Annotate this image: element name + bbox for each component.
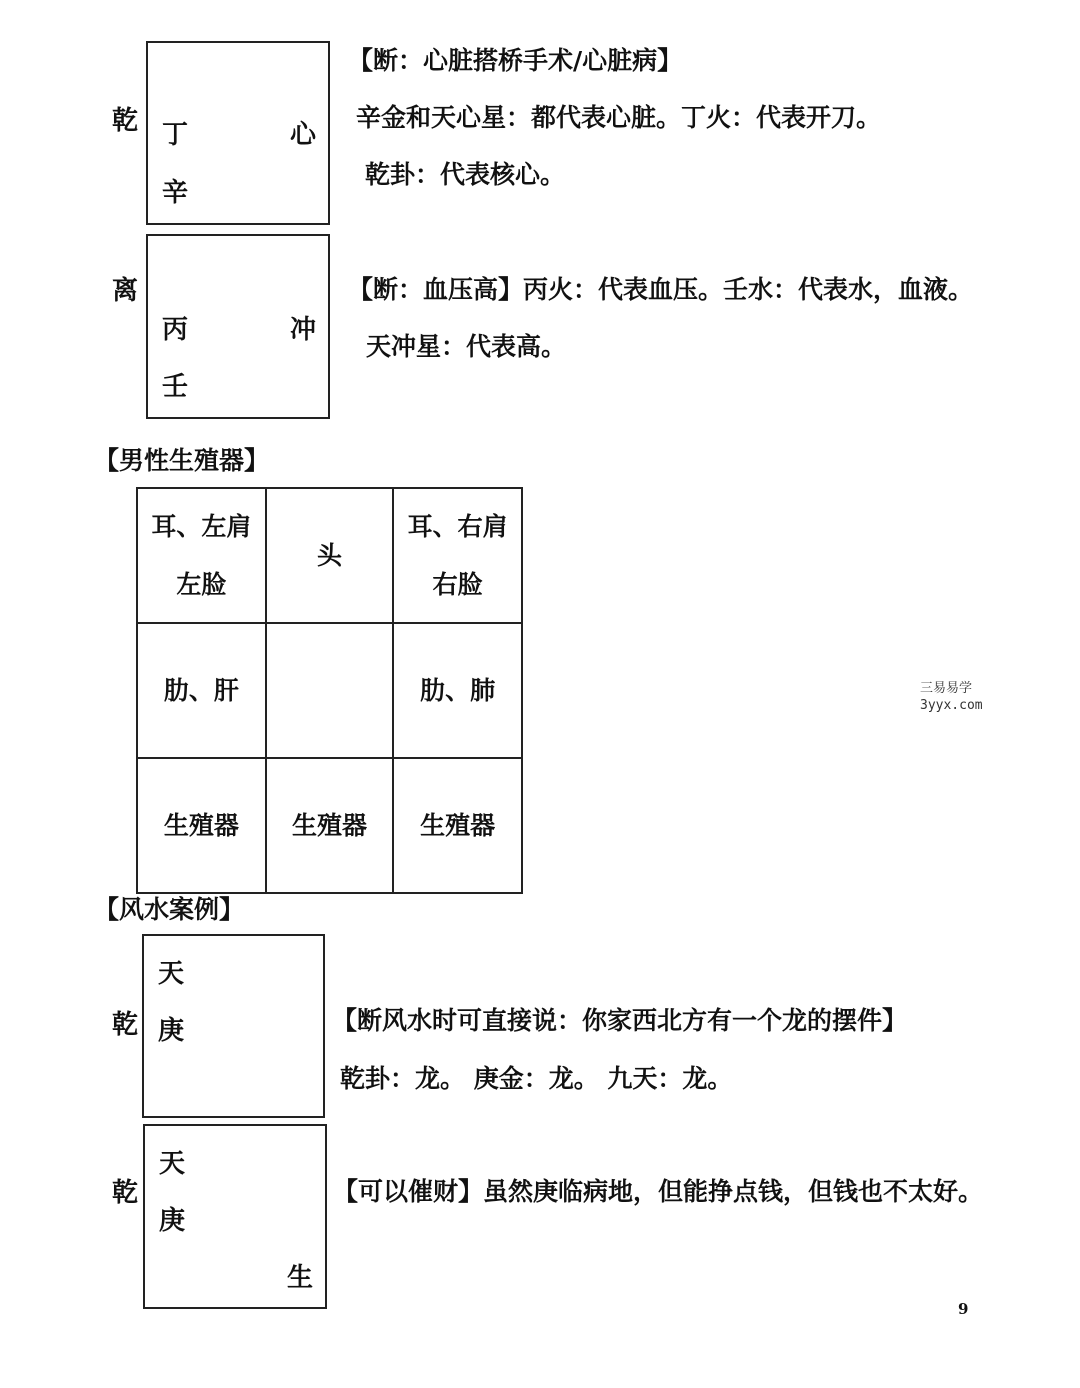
deity-label: 天 (159, 1149, 186, 1179)
palace-label: 离 (112, 276, 139, 306)
star-label: 冲 (290, 315, 317, 345)
palace-box (146, 41, 330, 225)
grid-row (137, 758, 522, 893)
section-heading: 【风水案例】 (94, 895, 245, 924)
heavenly-stem-top: 丁 (162, 120, 189, 150)
judgement-line: 【可以催财】虽然庚临病地，但能挣点钱，但钱也不太好。 (333, 1177, 984, 1206)
growth-state-label: 生 (287, 1263, 314, 1293)
heavenly-stem-top: 丙 (162, 315, 189, 345)
grid-cell: 肋、肝 (137, 623, 266, 758)
heavenly-stem: 庚 (159, 1206, 186, 1236)
palace-label: 乾 (112, 1178, 139, 1208)
grid-cell: 生殖器 (137, 758, 266, 893)
star-label: 心 (290, 120, 317, 150)
palace-label: 乾 (112, 106, 139, 136)
judgement-line: 辛金和天心星：都代表心脏。丁火：代表开刀。 (356, 103, 882, 132)
grid-cell: 耳、右肩 右脸 (393, 488, 522, 623)
judgement-heading: 【断风水时可直接说：你家西北方有一个龙的摆件】 (332, 1006, 908, 1035)
grid-cell: 生殖器 (393, 758, 522, 893)
grid-cell: 肋、肺 (393, 623, 522, 758)
judgement-line: 乾卦：代表核心。 (365, 160, 566, 189)
judgement-line: 天冲星：代表高。 (366, 332, 567, 361)
palace-box (143, 1124, 327, 1309)
judgement-heading: 【断：心脏搭桥手术/心脏病】 (348, 46, 683, 75)
grid-cell: 耳、左肩 左脸 (137, 488, 266, 623)
watermark-text: 三易易学 (920, 681, 973, 696)
grid-cell: 头 (266, 488, 393, 623)
watermark-url: 3yyx.com (920, 698, 983, 713)
grid-row (137, 623, 522, 758)
heavenly-stem: 庚 (158, 1016, 185, 1046)
heavenly-stem-bottom: 辛 (162, 178, 189, 208)
page-number: 9 (958, 1300, 969, 1318)
judgement-line: 乾卦：龙。 庚金：龙。 九天：龙。 (340, 1064, 733, 1093)
heavenly-stem-bottom: 壬 (162, 372, 189, 402)
grid-cell (266, 623, 393, 758)
section-heading: 【男性生殖器】 (94, 446, 270, 475)
grid-row (137, 488, 522, 623)
palace-label: 乾 (112, 1010, 139, 1040)
judgement-line: 【断：血压高】丙火：代表血压。壬水：代表水，血液。 (348, 275, 974, 304)
palace-box (142, 934, 325, 1118)
deity-label: 天 (158, 959, 185, 989)
grid-cell: 生殖器 (266, 758, 393, 893)
body-map-grid (136, 487, 523, 894)
palace-box (146, 234, 330, 419)
